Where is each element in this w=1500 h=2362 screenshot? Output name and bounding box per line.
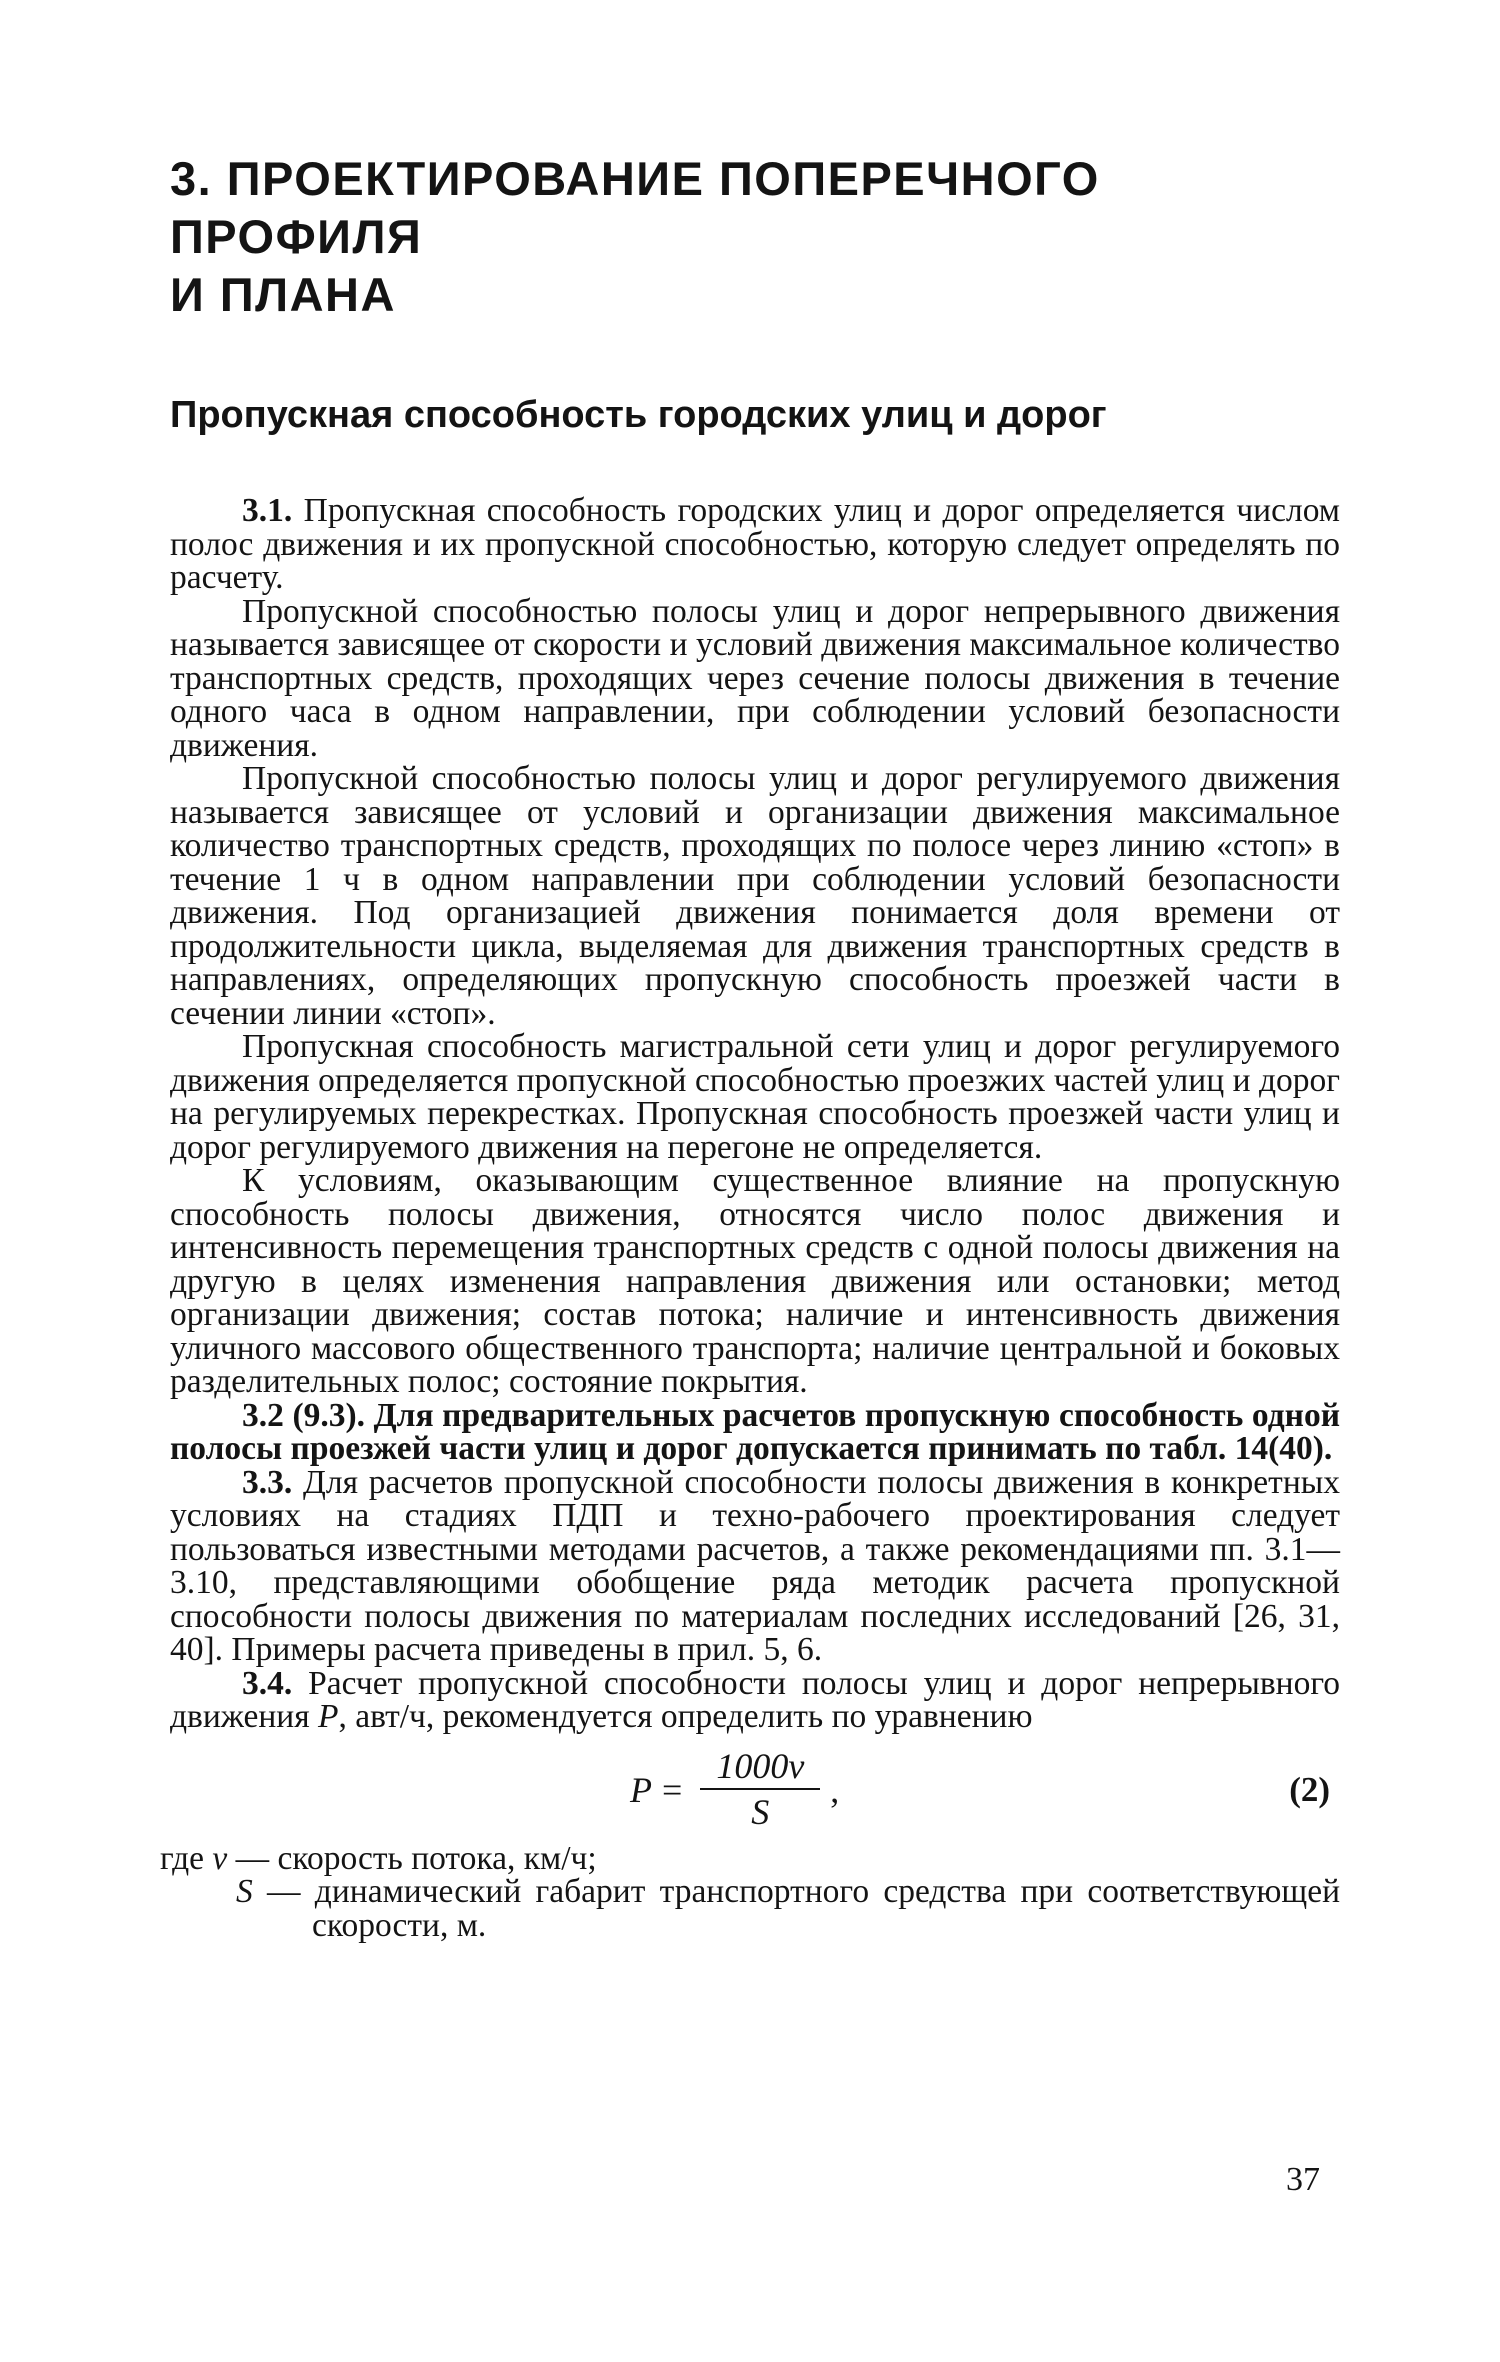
paragraph-text: Пропускная способность магистральной сети улиц и дорог регулируемого движения определяется пропускной способностью проезжих частей улиц и дорог на регулируемых перекрестках. Пропускная способность проезжей части улиц и дорог регулируемого движения на перегоне не определяется.: [170, 1028, 1340, 1166]
formula-fraction: [700, 1746, 820, 1834]
paragraph-number: 3.3.: [242, 1463, 293, 1501]
chapter-title-line1: 3. ПРОЕКТИРОВАНИЕ ПОПЕРЕЧНОГО ПРОФИЛЯ: [170, 152, 1100, 263]
formula-lhs: P: [630, 1769, 652, 1810]
formula-row: [170, 1738, 1340, 1842]
paragraph-number: 3.2 (9.3).: [242, 1396, 366, 1434]
formula: [630, 1746, 839, 1834]
paragraph: [170, 1030, 1340, 1164]
where-s: [236, 1875, 1340, 1942]
where-v: [160, 1839, 1340, 1877]
paragraph-number: 3.4.: [242, 1664, 293, 1702]
where-prefix: где: [160, 1839, 204, 1877]
paragraph-number: 3.1.: [242, 492, 293, 529]
formula-comma: ,: [830, 1769, 840, 1810]
where-s-text: — динамический габарит транспортного средства при соответствующей скорости, м.: [267, 1873, 1340, 1944]
variable-p: P: [318, 1698, 339, 1735]
paragraph: [170, 762, 1340, 1030]
formula-denominator: S: [751, 1791, 770, 1832]
paragraph-3-4: [170, 1664, 1340, 1735]
paragraph-text: Пропускная способность городских улиц и дорог определяется числом полос движения и их пропускной способностью, которую следует определять по расчету.: [170, 492, 1341, 596]
paragraph: [170, 592, 1340, 764]
paragraph: [170, 1396, 1341, 1467]
paragraph-text: Пропускной способностью полосы улиц и дорог регулируемого движения называется зависящее от условий и организации движения максимальное количество транспортных средств, проходящих по полосе через линию «стоп» в течение 1 ч в одном направлении при соблюдении условий безопасности движения. Под организацией движения понимается доля времени от продолжительности цикла, выделяемая для движения транспортных средств в направлениях, определяющих пропускную способность проезжей части в сечении линии «стоп».: [170, 760, 1340, 1032]
paragraph: [170, 1463, 1340, 1668]
equation-number: (2): [1289, 1769, 1330, 1809]
paragraph-text: , авт/ч, рекомендуется определить по уравнению: [338, 1698, 1033, 1735]
paragraph: [170, 494, 1340, 595]
variable-v: v: [212, 1839, 228, 1877]
section-title: Пропускная способность городских улиц и дорог: [170, 394, 1107, 436]
page-content: [160, 150, 1341, 1944]
paragraph-text: Пропускной способностью полосы улиц и дорог непрерывного движения называется зависящее от скорости и условий движения максимальное количество транспортных средств, проходящих через сечение полосы движения в течение одного часа в одном направлении, при соблюдении условий безопасности движения.: [170, 592, 1340, 764]
paragraph-text: Для предварительных расчетов пропускную способность одной полосы проезжей части улиц и дорог допускается принимать по табл. 14(40).: [170, 1396, 1341, 1467]
chapter-title: [170, 150, 1340, 324]
page-number: 37: [1286, 2161, 1320, 2198]
paragraph-text: Расчет пропускной способности полосы улиц и дорог непрерывного движения: [170, 1664, 1340, 1735]
variable-s: S: [236, 1873, 253, 1910]
paragraphs: [170, 494, 1340, 1667]
paragraph-text: К условиям, оказывающим существенное влияние на пропускную способность полосы движения, относятся число полос движения и интенсивность перемещения транспортных средств с одной полосы движения на другую в целях изменения направления движения или остановки; метод организации движения; состав потока; наличие и интенсивность движения уличного массового общественного транспорта; наличие центральной и боковых разделительных полос; состояние покрытия.: [170, 1162, 1340, 1400]
where-v-text: — скорость потока, км/ч;: [235, 1839, 597, 1877]
paragraph-text: Для расчетов пропускной способности полосы движения в конкретных условиях на стадиях ПДП и техно-рабочего проектирования следует пользоваться известными методами расчетов, а также рекомендациями пп. 3.1—3.10, представляющими обобщение ряда методик расчета пропускной способности полосы движения по материалам последних исследований [26, 31, 40]. Примеры расчета приведены в прил. 5, 6.: [170, 1463, 1340, 1668]
formula-numerator: 1000v: [700, 1746, 820, 1790]
paragraph: [170, 1164, 1340, 1399]
formula-equals: =: [662, 1769, 683, 1810]
chapter-title-line2: И ПЛАНА: [170, 268, 396, 321]
